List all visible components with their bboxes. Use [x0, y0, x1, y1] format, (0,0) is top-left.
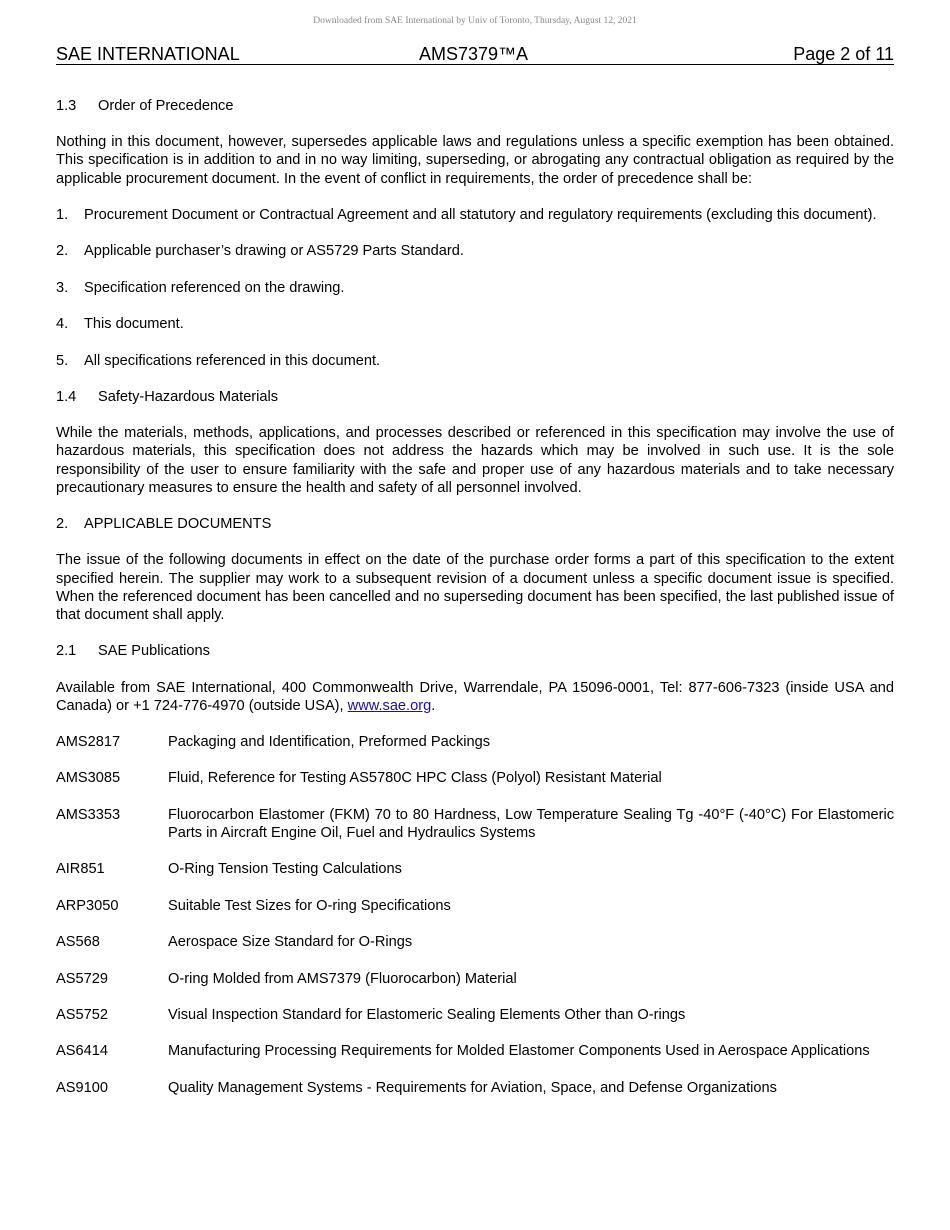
reference-code: AS568	[56, 934, 100, 951]
availability-paragraph	[56, 679, 894, 715]
section-heading-1-3	[56, 97, 894, 115]
header-publisher: SAE INTERNATIONAL	[56, 44, 240, 64]
section-number: 1.4	[56, 388, 77, 405]
reference-code: AMS3353	[56, 806, 121, 823]
list-item-text: Specification referenced on the drawing.	[84, 279, 345, 296]
reference-title: O-ring Molded from AMS7379 (Fluorocarbon) Material	[168, 970, 517, 987]
reference-title: Visual Inspection Standard for Elastomeric Sealing Elements Other than O-rings	[168, 1007, 686, 1024]
reference-code: AS5729	[56, 970, 108, 987]
reference-row	[56, 806, 894, 842]
reference-title: Packaging and Identification, Preformed Packings	[168, 734, 491, 751]
list-item-number: 3.	[56, 279, 69, 296]
reference-row	[56, 1079, 894, 1097]
list-item	[56, 206, 894, 224]
reference-title: Manufacturing Processing Requirements for Molded Elastomer Components Used in Aerospace Applications	[168, 1043, 870, 1060]
list-item-number: 1.	[56, 206, 69, 223]
section-number: 2.	[56, 516, 69, 533]
reference-row	[56, 933, 894, 951]
list-item	[56, 242, 894, 260]
reference-code: AIR851	[56, 861, 105, 878]
reference-code: AS6414	[56, 1043, 108, 1060]
list-item-number: 2.	[56, 243, 69, 260]
document-body	[56, 97, 894, 1115]
reference-title: Fluorocarbon Elastomer (FKM) 70 to 80 Hardness, Low Temperature Sealing Tg -40°F (-40°C) For Elastomeric Parts in Aircraft Engine Oil, Fuel and Hydraulics Systems	[168, 806, 894, 842]
section-title: Order of Precedence	[98, 98, 234, 114]
precedence-paragraph: Nothing in this document, however, supersedes applicable laws and regulations unless a specific exemption has been obtained. This specification is in addition to and in no way limiting, superseding, or abrogating any contractual obligation as required by the applicable procurement document. In the event of conflict in requirements, the order of precedence shall be:	[56, 134, 894, 187]
section-title: APPLICABLE DOCUMENTS	[84, 516, 272, 533]
reference-row	[56, 1006, 894, 1024]
availability-suffix: .	[431, 697, 436, 714]
list-item-number: 4.	[56, 316, 69, 333]
reference-row	[56, 1042, 894, 1060]
reference-title: Aerospace Size Standard for O-Rings	[168, 934, 413, 951]
header-document-id: AMS7379™A	[419, 44, 529, 64]
reference-title: Suitable Test Sizes for O-ring Specifications	[168, 897, 451, 914]
safety-paragraph: While the materials, methods, applications, and processes described or referenced in this specification may involve the use of hazardous materials, this specification does not address the hazards which may be involved in such use. It is the sole responsibility of the user to ensure familiarity with the safe and proper use of any hazardous materials and to take necessary precautionary measures to ensure the health and safety of all personnel involved.	[56, 425, 894, 496]
header-page-number: Page 2 of 11	[793, 44, 894, 64]
reference-code: AS9100	[56, 1079, 108, 1096]
reference-code: AS5752	[56, 1007, 108, 1024]
availability-text: Available from SAE International, 400 Commonwealth Drive, Warrendale, PA 15096-0001, Tel: 877-606-7323 (inside USA and Canada) or +1 724-776-4970 (outside USA),	[56, 679, 894, 714]
reference-title: O-Ring Tension Testing Calculations	[168, 861, 402, 878]
download-notice: Downloaded from SAE International by Univ of Toronto, Thursday, August 12, 2021	[313, 16, 637, 26]
section-heading-2-1	[56, 642, 894, 660]
list-item-text: Applicable purchaser’s drawing or AS5729 Parts Standard.	[84, 243, 464, 260]
reference-row	[56, 769, 894, 787]
list-item-text: All specifications referenced in this document.	[84, 352, 381, 369]
list-item-number: 5.	[56, 352, 69, 369]
list-item	[56, 279, 894, 297]
section-number: 2.1	[56, 643, 77, 660]
list-item-text: Procurement Document or Contractual Agreement and all statutory and regulatory requirements (excluding this document).	[84, 206, 877, 223]
section-heading-2	[56, 515, 894, 533]
section-title: SAE Publications	[98, 643, 210, 660]
reference-code: AMS2817	[56, 734, 121, 751]
section-number: 1.3	[56, 98, 77, 114]
page-header	[56, 44, 894, 65]
reference-title: Quality Management Systems - Requirements for Aviation, Space, and Defense Organizations	[168, 1079, 777, 1096]
reference-row	[56, 897, 894, 915]
reference-row	[56, 970, 894, 988]
section-heading-1-4	[56, 388, 894, 406]
list-item	[56, 352, 894, 370]
applicable-documents-paragraph: The issue of the following documents in effect on the date of the purchase order forms a part of this specification to the extent specified herein. The supplier may work to a subsequent revision of a document unless a specific document issue is specified. When the referenced document has been cancelled and no superseding document has been specified, the last published issue of that document shall apply.	[56, 552, 894, 623]
reference-code: ARP3050	[56, 897, 119, 914]
list-item	[56, 315, 894, 333]
reference-title: Fluid, Reference for Testing AS5780C HPC Class (Polyol) Resistant Material	[168, 770, 662, 787]
list-item-text: This document.	[84, 316, 184, 333]
reference-row	[56, 860, 894, 878]
sae-website-link[interactable]: www.sae.org	[347, 697, 432, 714]
reference-row	[56, 733, 894, 751]
section-title: Safety-Hazardous Materials	[98, 388, 279, 405]
reference-code: AMS3085	[56, 770, 121, 787]
